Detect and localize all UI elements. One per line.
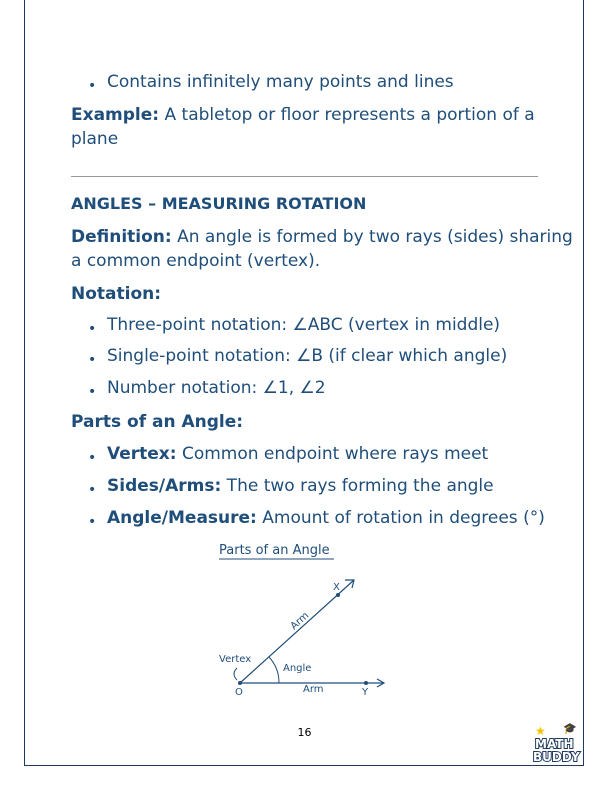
definition-text-2: a common endpoint (vertex). bbox=[71, 251, 321, 271]
vertex-pointer bbox=[234, 668, 237, 680]
definition-text: An angle is formed by two rays (sides) sharing bbox=[171, 227, 573, 247]
notation-item: Number notation: ∠1, ∠2 bbox=[107, 378, 326, 398]
label-o: O bbox=[235, 687, 243, 698]
parts-item-text: Amount of rotation in degrees (°) bbox=[256, 508, 545, 528]
page-number: 16 bbox=[297, 726, 312, 739]
label-x: X bbox=[333, 582, 340, 593]
bullet: • bbox=[88, 352, 97, 368]
notation-heading: Notation: bbox=[71, 284, 162, 304]
arm-label-1: Arm bbox=[288, 610, 312, 633]
notation-item: Single-point notation: ∠B (if clear which angle) bbox=[107, 346, 508, 366]
arm-label-2: Arm bbox=[303, 684, 324, 695]
example-text-2: plane bbox=[71, 129, 119, 149]
example-text: A tabletop or floor represents a portion of a bbox=[159, 105, 535, 125]
diagram-title: Parts of an Angle bbox=[219, 543, 330, 558]
parts-item-label: Sides/Arms: bbox=[107, 476, 222, 496]
bullet: • bbox=[88, 482, 97, 498]
point-y bbox=[364, 681, 368, 685]
angle-label: Angle bbox=[283, 663, 312, 674]
logo-line1: MATH bbox=[535, 737, 574, 751]
logo-line2: BUDDY bbox=[533, 750, 580, 764]
math-buddy-logo bbox=[533, 724, 583, 766]
bullet: • bbox=[88, 78, 97, 94]
angle-arc bbox=[269, 657, 279, 683]
parts-item-label: Vertex: bbox=[107, 444, 177, 464]
bullet: • bbox=[88, 321, 97, 337]
star-icon: ★ bbox=[535, 724, 546, 738]
parts-item-text: The two rays forming the angle bbox=[221, 476, 494, 496]
section-title: ANGLES – MEASURING ROTATION bbox=[71, 194, 367, 213]
bullet: • bbox=[88, 514, 97, 530]
parts-item-label: Angle/Measure: bbox=[107, 508, 257, 528]
example-label: Example: bbox=[71, 105, 160, 125]
definition-label: Definition: bbox=[71, 227, 172, 247]
bullet-text: Contains infinitely many points and lines bbox=[107, 72, 454, 92]
bullet: • bbox=[88, 450, 97, 466]
notation-item: Three-point notation: ∠ABC (vertex in middle) bbox=[107, 315, 501, 335]
vertex-label: Vertex bbox=[219, 654, 252, 665]
bullet: • bbox=[88, 384, 97, 400]
point-x bbox=[336, 593, 340, 597]
label-y: Y bbox=[362, 687, 369, 698]
point-o bbox=[238, 681, 242, 685]
parts-heading: Parts of an Angle: bbox=[71, 412, 244, 432]
graduation-cap-icon: 🎓 bbox=[563, 722, 577, 735]
parts-item-text: Common endpoint where rays meet bbox=[176, 444, 489, 464]
